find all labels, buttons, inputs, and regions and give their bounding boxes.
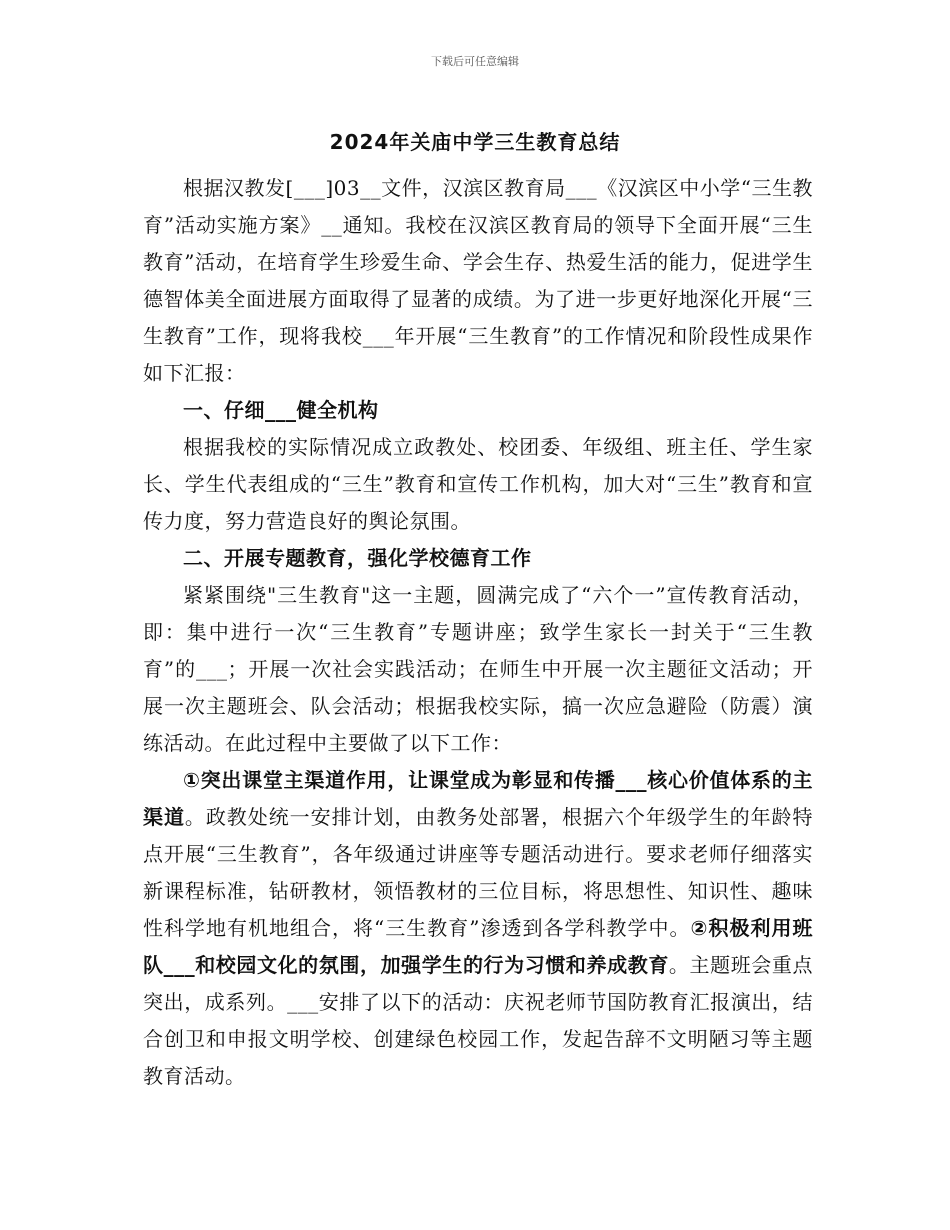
point-2-text: 。主题班会重点突出，成系列。___安排了以下的活动：庆祝老师节国防教育汇报演出，结合创卫和申报文明学校、创建绿色校园工作，发起告辞不文明陋习等主题教育活动。 (143, 953, 814, 1088)
intro-paragraph: 根据汉教发[___]03__文件，汉滨区教育局___《汉滨区中小学“三生教育”活动实施方案》__通知。我校在汉滨区教育局的领导下全面开展“三生教育”活动，在培育学生珍爱生命、学会生存、热爱生活的能力，促进学生德智体美全面进展方面取得了显著的成绩。为了进一步更好地深化开展“三生教育”工作，现将我校___年开展“三生教育”的工作情况和阶段性成果作如下汇报： (143, 176, 813, 385)
section-1-paragraph: 根据我校的实际情况成立政教处、校团委、年级组、班主任、学生家长、学生代表组成的“三生”教育和宣传工作机构，加大对“三生”教育和宣传力度，努力营造良好的舆论氛围。 (143, 435, 813, 533)
point-2-heading: ②积极利用班队___和校园文化的氛围，加强学生的行为习惯和养成教育 (143, 916, 813, 977)
section-heading-2: 二、开展专题教育，强化学校德育工作 (183, 546, 532, 570)
page-header-note: 下载后可任意编辑 (431, 55, 519, 68)
section-2-paragraph: 紧紧围绕"三生教育"这一主题，圆满完成了“六个一”宣传教育活动，即：集中进行一次“三生教育”专题讲座；致学生家长一封关于“三生教育”的___；开展一次社会实践活动；在师生中开展一次主题征文活动；开展一次主题班会、队会活动；根据我校实际，搞一次应急避险（防震）演练活动。在此过程中主要做了以下工作： (143, 583, 813, 755)
document-body (143, 170, 813, 1095)
section-2-detail-paragraph (143, 762, 813, 1095)
point-1-heading: ①突出课堂主渠道作用，让课堂成为彰显和传播___核心价值体系的主渠道 (143, 768, 813, 829)
document-title: 2024年关庙中学三生教育总结 (329, 130, 621, 154)
section-heading-1: 一、仔细___健全机构 (183, 398, 379, 422)
point-1-text: 。政教处统一安排计划，由教务处部署，根据六个年级学生的年龄特点开展“三生教育”，各年级通过讲座等专题活动进行。要求老师仔细落实新课程标准，钻研教材，领悟教材的三位目标，将思想性、知识性、趣味性科学地有机地组合，将“三生教育”渗透到各学科教学中。 (143, 805, 814, 940)
